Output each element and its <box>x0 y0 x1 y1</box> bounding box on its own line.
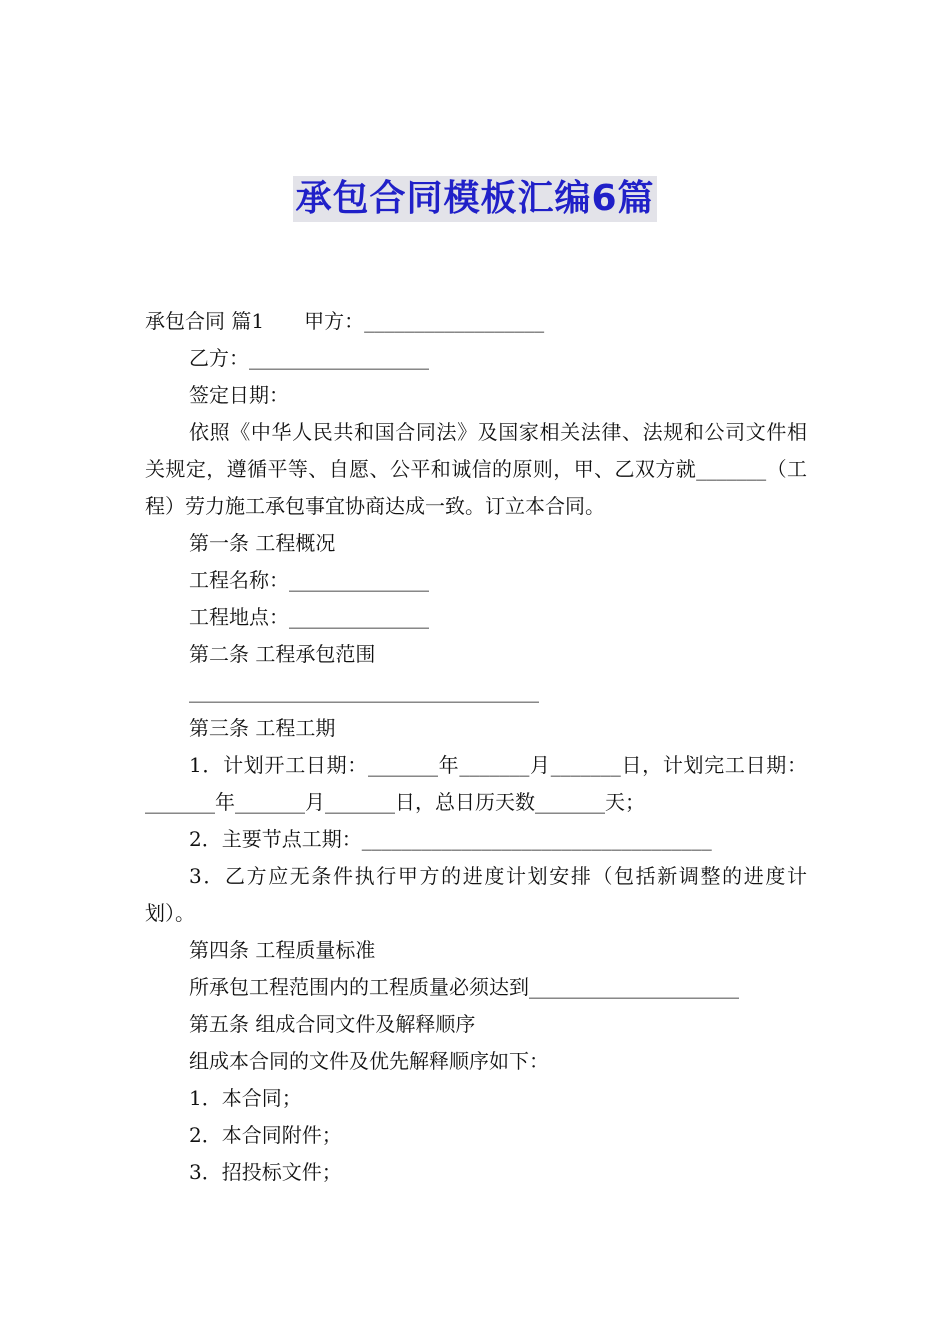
paragraph-preamble: 依照《中华人民共和国合同法》及国家相关法律、法规和公司文件相关规定，遵循平等、自愿、公平和诚信的原则，甲、乙双方就_______（工程）劳力施工承包事宜协商达成一致。订立本合同。 <box>145 420 807 518</box>
paragraph-article-3: 第三条 工程工期 <box>189 716 336 740</box>
paragraph-scope-blank: ___________________________________ <box>189 679 539 703</box>
paragraph-schedule-2: 2．主要节点工期：___________________________________ <box>189 827 712 851</box>
paragraph-order-1: 1．本合同； <box>189 1086 302 1110</box>
paragraph-article-2: 第二条 工程承包范围 <box>189 642 376 666</box>
paragraph-heading-party-a: 承包合同 篇1 甲方：__________________ <box>145 309 545 333</box>
document-body <box>145 303 807 1191</box>
document-title: 承包合同模板汇编6篇 <box>293 176 656 222</box>
paragraph-sign-date: 签定日期： <box>189 383 289 407</box>
paragraph-article-5: 第五条 组成合同文件及解释顺序 <box>189 1012 476 1036</box>
paragraph-quality: 所承包工程范围内的工程质量必须达到_____________________ <box>189 975 739 999</box>
paragraph-order-3: 3．招投标文件； <box>189 1160 342 1184</box>
paragraph-order-2: 2．本合同附件； <box>189 1123 342 1147</box>
paragraph-article-4: 第四条 工程质量标准 <box>189 938 376 962</box>
paragraph-party-b: 乙方：__________________ <box>189 346 429 370</box>
paragraph-schedule-1: 1．计划开工日期：_______年_______月_______日，计划完工日期：_______年_______月_______日，总日历天数_______天； <box>145 753 807 814</box>
document-title-wrapper <box>0 176 950 222</box>
paragraph-project-location: 工程地点：______________ <box>189 605 429 629</box>
paragraph-article-1: 第一条 工程概况 <box>189 531 336 555</box>
paragraph-order-intro: 组成本合同的文件及优先解释顺序如下： <box>189 1049 549 1073</box>
paragraph-project-name: 工程名称：______________ <box>189 568 429 592</box>
paragraph-schedule-3: 3．乙方应无条件执行甲方的进度计划安排（包括新调整的进度计划）。 <box>145 864 807 925</box>
